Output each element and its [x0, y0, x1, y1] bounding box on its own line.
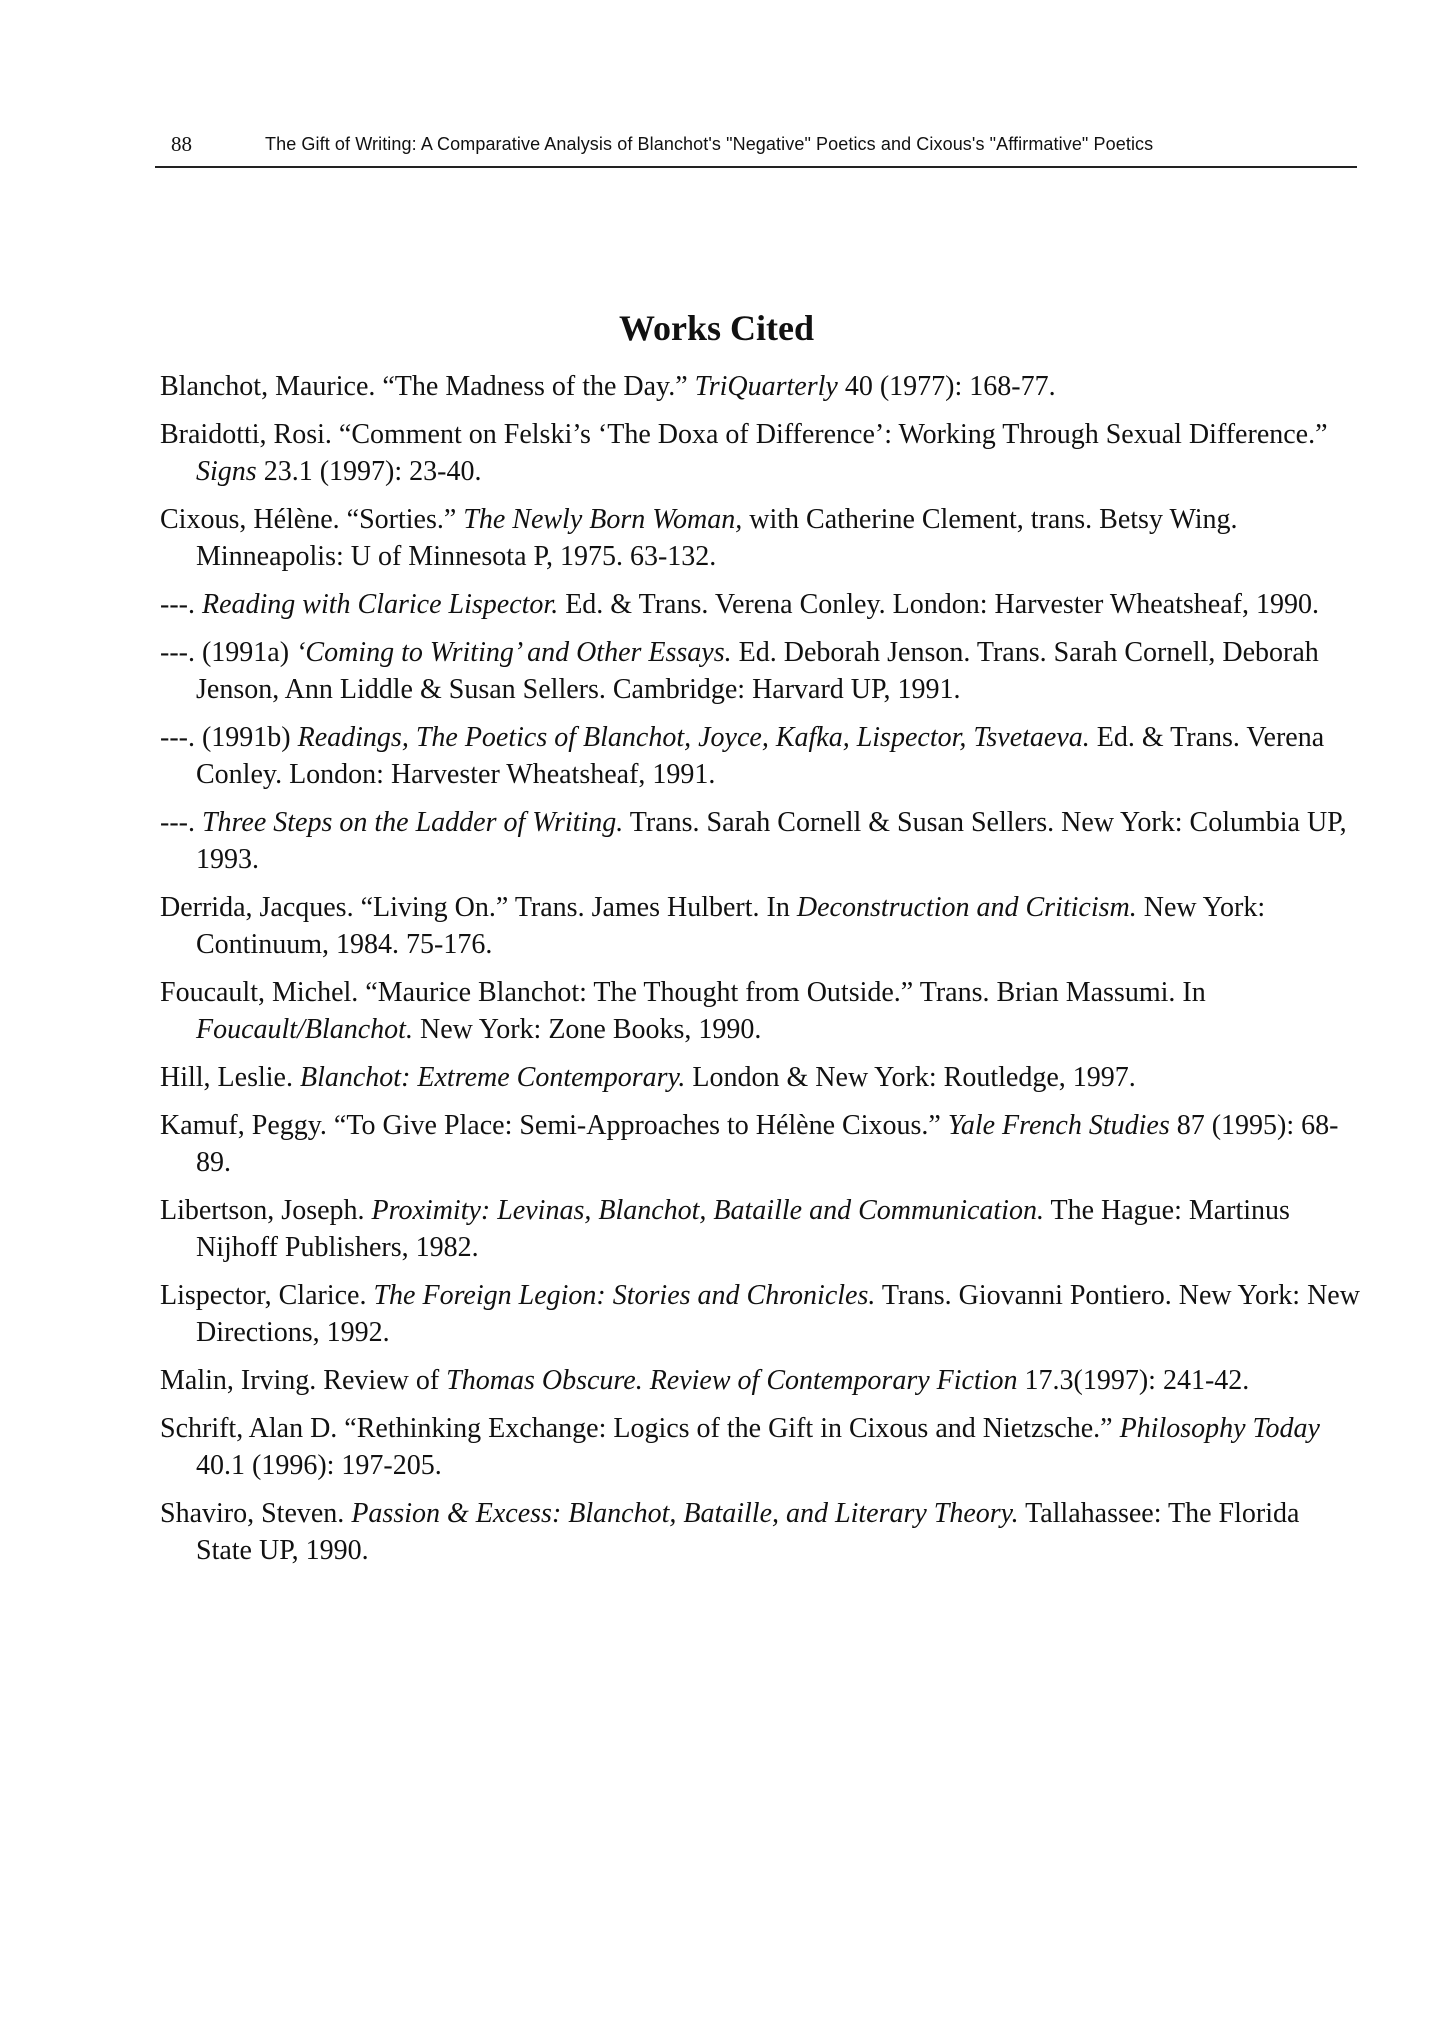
- citation-entry: [160, 501, 1360, 575]
- citation-entry: [160, 1410, 1360, 1484]
- citation-text: Cixous, Hélène. “Sorties.”: [160, 504, 464, 535]
- citation-text: 23.1 (1997): 23-40.: [256, 456, 482, 487]
- citation-title: TriQuarterly: [694, 371, 838, 402]
- page-header: [155, 128, 1355, 168]
- citation-entry: [160, 804, 1360, 878]
- citation-text: 40 (1977): 168-77.: [837, 371, 1056, 402]
- citation-entry: [160, 1107, 1360, 1181]
- citation-text: Libertson, Joseph.: [160, 1195, 372, 1226]
- citation-title: Three Steps on the Ladder of Writing.: [201, 807, 624, 838]
- citation-text: ---.: [160, 807, 202, 838]
- citation-text: The Hague: Martinus Nijhoff Publishers, 1982.: [196, 1195, 1290, 1263]
- page-number: 88: [171, 132, 192, 156]
- citation-entry: [160, 1495, 1360, 1569]
- citation-title: The Foreign Legion: Stories and Chronicles.: [373, 1280, 876, 1311]
- citation-entry: [160, 586, 1360, 623]
- citation-text: 17.3(1997): 241-42.: [1017, 1365, 1250, 1396]
- citation-text: 87 (1995): 68-89.: [196, 1110, 1339, 1178]
- citation-text: Derrida, Jacques. “Living On.” Trans. James Hulbert. In: [160, 892, 797, 923]
- citation-text: Lispector, Clarice.: [160, 1280, 374, 1311]
- citation-entry: [160, 1277, 1360, 1351]
- citation-title: Readings, The Poetics of Blanchot, Joyce, Kafka, Lispector, Tsvetaeva.: [297, 722, 1090, 753]
- citation-text: London & New York: Routledge, 1997.: [685, 1062, 1136, 1093]
- citation-entry: [160, 889, 1360, 963]
- citation-title: Blanchot: Extreme Contemporary.: [299, 1062, 686, 1093]
- citation-text: Trans. Sarah Cornell & Susan Sellers. New York: Columbia UP, 1993.: [196, 807, 1347, 875]
- citation-entry: [160, 1059, 1360, 1096]
- citation-title: The Newly Born Woman,: [463, 504, 743, 535]
- running-title: The Gift of Writing: A Comparative Analysis of Blanchot's "Negative" Poetics and Cixous's "Affirmative" Poetics: [265, 134, 1154, 154]
- citation-text: 40.1 (1996): 197-205.: [196, 1450, 442, 1481]
- citation-text: ---. (1991a): [160, 637, 297, 668]
- citation-text: Ed. & Trans. Verena Conley. London: Harvester Wheatsheaf, 1990.: [558, 589, 1319, 620]
- citation-title: ‘Coming to Writing’ and Other Essays.: [296, 637, 732, 668]
- citation-title: Thomas Obscure. Review of Contemporary Fiction: [446, 1365, 1018, 1396]
- section-title: Works Cited: [618, 308, 814, 349]
- citation-title: Passion & Excess: Blanchot, Bataille, and Literary Theory.: [351, 1498, 1019, 1529]
- citation-title: Proximity: Levinas, Blanchot, Bataille and Communication.: [371, 1195, 1044, 1226]
- citation-entry: [160, 416, 1360, 490]
- citation-text: Blanchot, Maurice. “The Madness of the Day.”: [160, 371, 695, 402]
- citation-title: Foucault/Blanchot.: [196, 1014, 413, 1045]
- citation-text: Shaviro, Steven.: [160, 1498, 352, 1529]
- citation-text: ---. (1991b): [160, 722, 298, 753]
- citation-text: Braidotti, Rosi. “Comment on Felski’s ‘The Doxa of Difference’: Working Through Sexual Difference.”: [160, 419, 1328, 450]
- citation-entry: [160, 368, 1360, 405]
- citation-title: Yale French Studies: [947, 1110, 1170, 1141]
- header-rule: [155, 166, 1357, 168]
- citation-text: Hill, Leslie.: [160, 1062, 300, 1093]
- citation-text: New York: Zone Books, 1990.: [412, 1014, 762, 1045]
- citation-entry: [160, 974, 1360, 1048]
- citation-entry: [160, 1362, 1360, 1399]
- citation-text: Malin, Irving. Review of: [160, 1365, 447, 1396]
- citation-text: Kamuf, Peggy. “To Give Place: Semi-Approaches to Hélène Cixous.”: [160, 1110, 948, 1141]
- citation-text: Foucault, Michel. “Maurice Blanchot: The Thought from Outside.” Trans. Brian Massumi. In: [160, 977, 1206, 1008]
- citation-title: Deconstruction and Criticism.: [796, 892, 1137, 923]
- works-cited-list: [160, 368, 1360, 1580]
- citation-entry: [160, 1192, 1360, 1266]
- citation-text: ---.: [160, 589, 202, 620]
- citation-title: Reading with Clarice Lispector.: [201, 589, 559, 620]
- citation-title: Signs: [196, 456, 257, 487]
- citation-text: Ed. Deborah Jenson. Trans. Sarah Cornell, Deborah Jenson, Ann Liddle & Susan Sellers. Cambridge: Harvard UP, 1991.: [196, 637, 1319, 705]
- citation-title: Philosophy Today: [1119, 1413, 1320, 1444]
- citation-text: Tallahassee: The Florida State UP, 1990.: [196, 1498, 1300, 1566]
- citation-text: Trans. Giovanni Pontiero. New York: New Directions, 1992.: [196, 1280, 1360, 1348]
- citation-text: Schrift, Alan D. “Rethinking Exchange: Logics of the Gift in Cixous and Nietzsche.”: [160, 1413, 1120, 1444]
- citation-entry: [160, 634, 1360, 708]
- citation-text: Ed. & Trans. Verena Conley. London: Harvester Wheatsheaf, 1991.: [196, 722, 1325, 790]
- citation-text: with Catherine Clement, trans. Betsy Wing. Minneapolis: U of Minnesota P, 1975. 63-132.: [196, 504, 1238, 572]
- citation-entry: [160, 719, 1360, 793]
- citation-text: New York: Continuum, 1984. 75-176.: [196, 892, 1266, 960]
